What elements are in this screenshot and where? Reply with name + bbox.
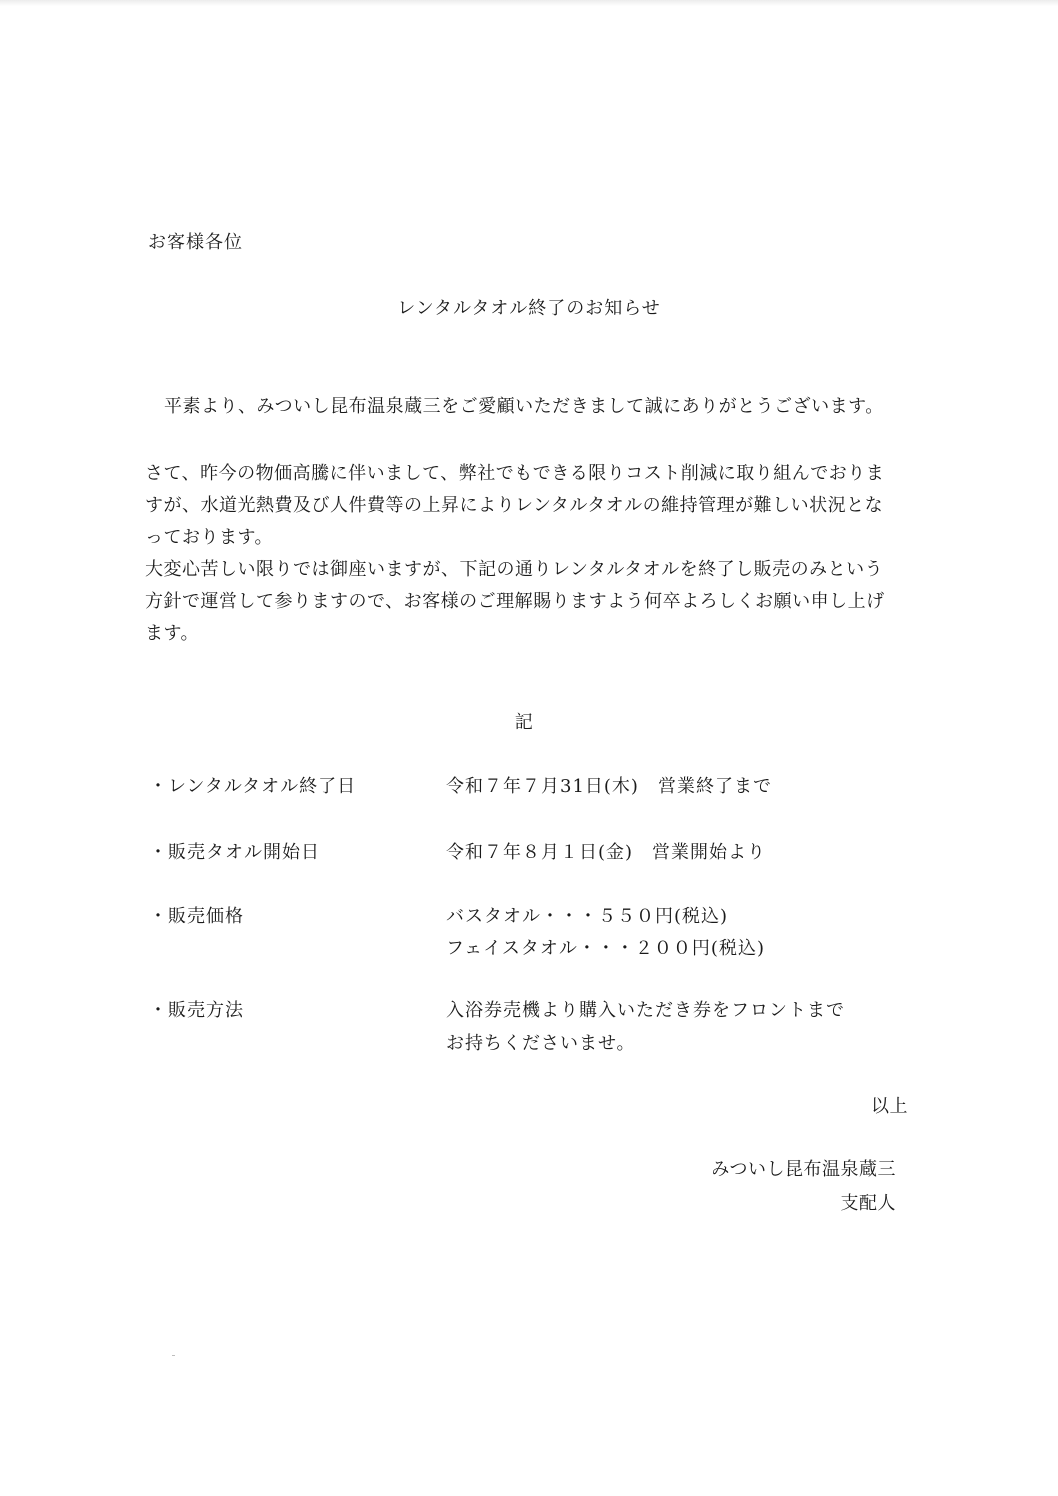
end-date-value: 令和７年７月31日(木) 営業終了まで — [446, 776, 772, 797]
sale-start-value: 令和７年８月１日(金) 営業開始より — [446, 842, 767, 863]
method-label: ・販売方法 — [149, 1000, 244, 1021]
end-date-label: ・レンタルタオル終了日 — [149, 776, 357, 797]
signature-role: 支配人 — [840, 1193, 896, 1214]
price-face-towel: フェイスタオル・・・２００円(税込) — [446, 938, 765, 959]
closing-ijo: 以上 — [871, 1096, 908, 1117]
ki-heading: 記 — [514, 712, 534, 733]
method-line-1: 入浴券売機より購入いただき券をフロントまで — [446, 1000, 845, 1021]
salutation: お客様各位 — [148, 232, 243, 253]
scan-speck — [172, 1355, 175, 1356]
price-label: ・販売価格 — [149, 906, 244, 927]
greeting-paragraph: 平素より、みついし昆布温泉蔵三をご愛顧いただきまして誠にありがとうございます。 — [164, 396, 884, 417]
body-paragraph — [145, 458, 885, 650]
body-line: 方針で運営して参りますので、お客様のご理解賜りますよう何卒よろしくお願い申し上げ — [145, 591, 885, 612]
body-line: っております。 — [145, 527, 274, 548]
signature-org: みついし昆布温泉蔵三 — [711, 1159, 896, 1180]
method-line-2: お持ちくださいませ。 — [446, 1033, 636, 1054]
body-line: ます。 — [145, 623, 200, 644]
sale-start-label: ・販売タオル開始日 — [149, 842, 320, 863]
price-bath-towel: バスタオル・・・５５０円(税込) — [446, 906, 729, 927]
body-line: すが、水道光熱費及び人件費等の上昇によりレンタルタオルの維持管理が難しい状況とな — [145, 495, 884, 516]
body-line: 大変心苦しい限りでは御座いますが、下記の通りレンタルタオルを終了し販売のみという — [145, 559, 884, 580]
notice-title: レンタルタオル終了のお知らせ — [397, 298, 661, 319]
body-line: さて、昨今の物価高騰に伴いまして、弊社でもできる限りコスト削減に取り組んでおりま — [145, 463, 885, 484]
scan-edge-shadow — [0, 0, 1058, 6]
